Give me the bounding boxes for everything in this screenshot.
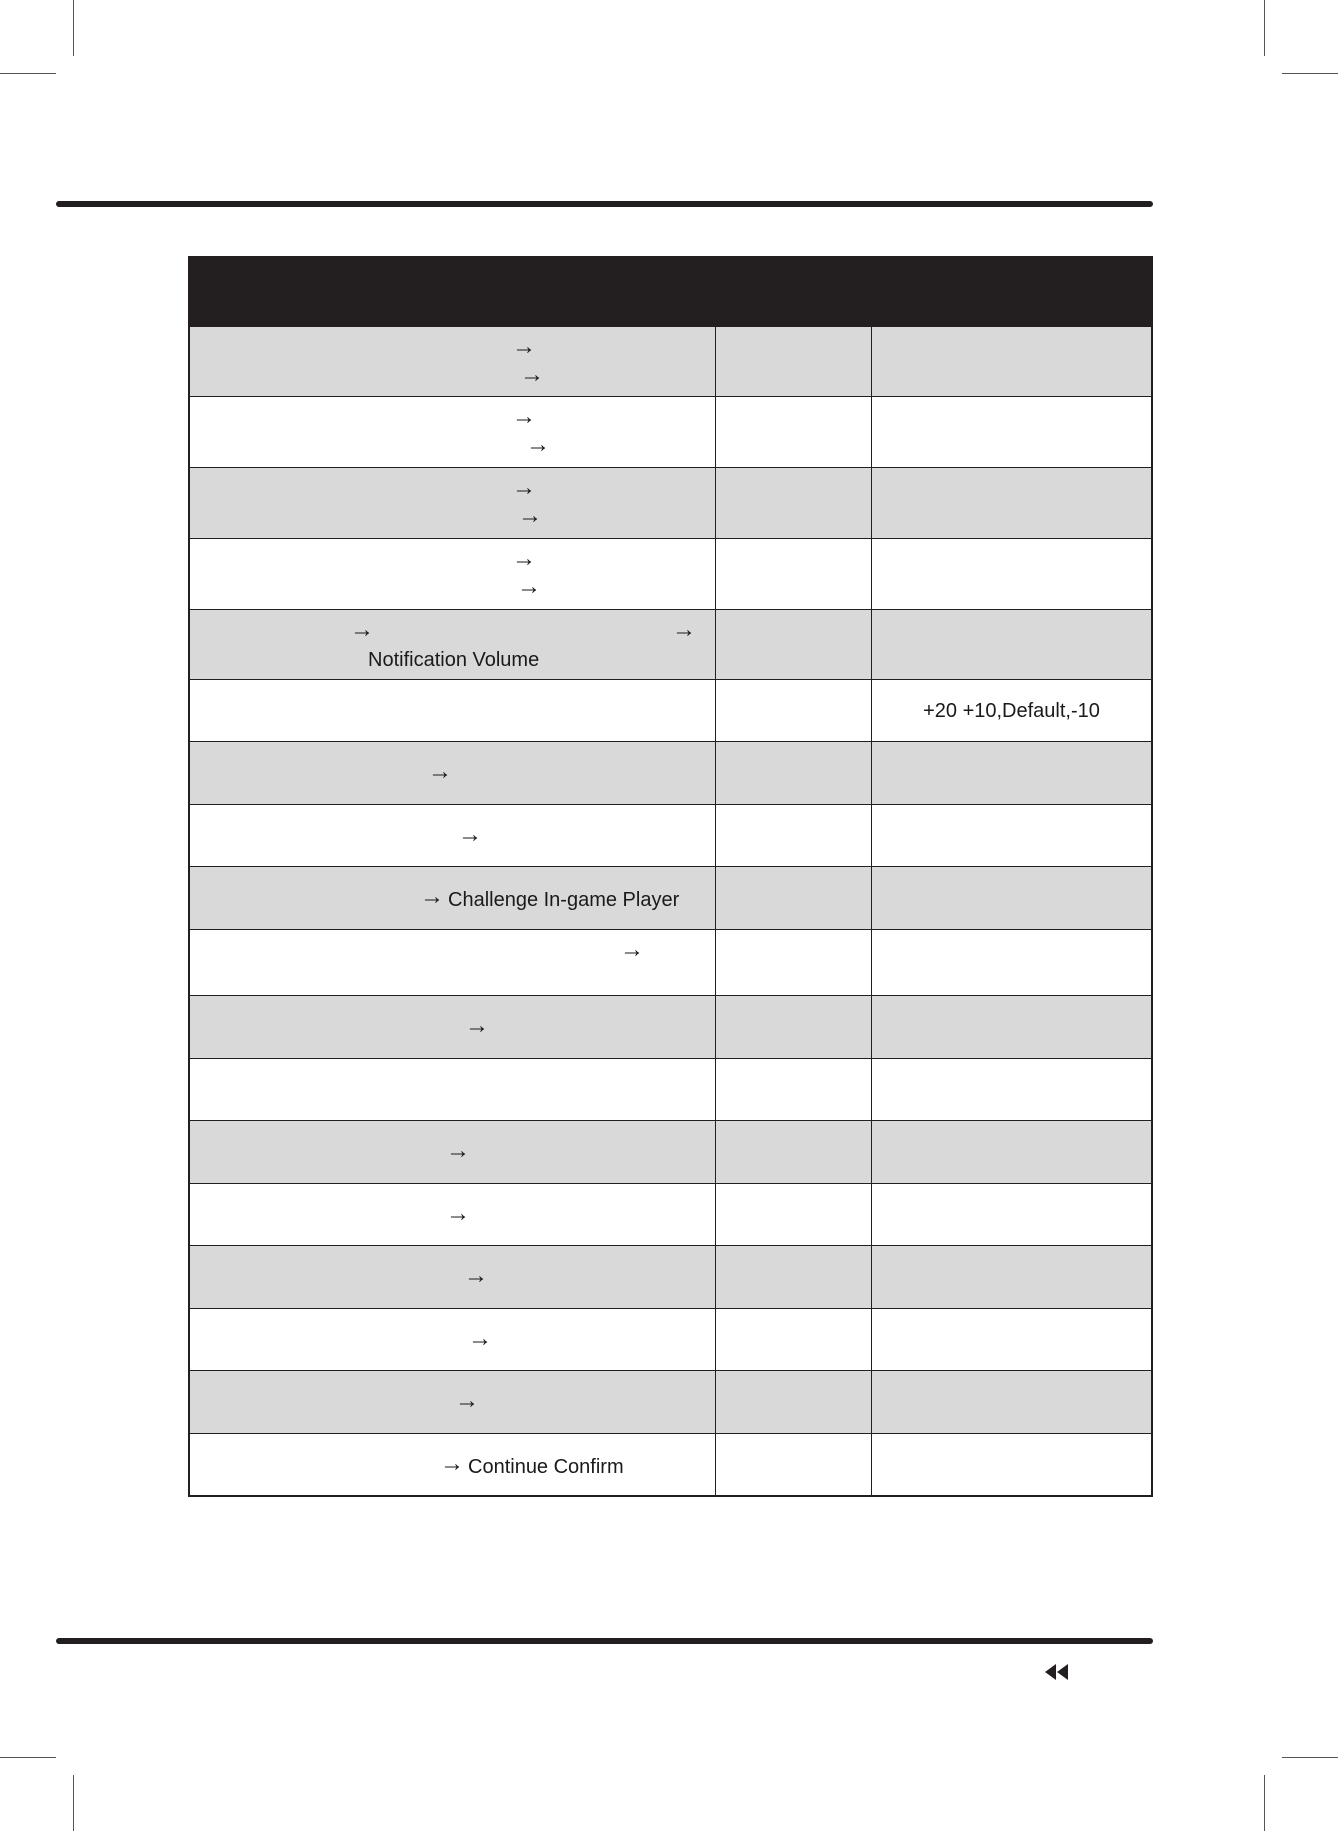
table-cell: [872, 1121, 1151, 1183]
table-cell: [190, 1434, 716, 1495]
table-cell: [872, 539, 1151, 609]
table-cell: [190, 610, 716, 679]
table-row: [190, 1308, 1151, 1370]
table-cell: [872, 397, 1151, 467]
table-cell: [190, 996, 716, 1058]
table-cell: [716, 1059, 872, 1120]
table-cell: [190, 1184, 716, 1245]
table-row: [190, 1370, 1151, 1433]
table-cell: [716, 1434, 872, 1495]
table-cell: [190, 930, 716, 995]
table-row: [190, 679, 1151, 741]
table-cell: [190, 468, 716, 538]
crop-mark: [1282, 1757, 1338, 1758]
arrow-icon: →: [512, 545, 536, 572]
arrow-icon: →: [517, 573, 541, 600]
table-cell: [716, 610, 872, 679]
table-cell: [716, 1246, 872, 1308]
arrow-icon: →: [440, 1450, 464, 1477]
table-cell: [716, 996, 872, 1058]
table-cell: [872, 680, 1151, 741]
arrow-icon: →: [672, 616, 696, 643]
table-cell: [190, 397, 716, 467]
table-cell: [872, 468, 1151, 538]
bottom-rule: [56, 1638, 1153, 1644]
table-cell: [716, 1309, 872, 1370]
arrow-icon: →: [620, 936, 644, 963]
table-row: [190, 1058, 1151, 1120]
table-cell: [872, 742, 1151, 804]
table-row: [190, 804, 1151, 866]
table-cell: [872, 930, 1151, 995]
crop-mark: [0, 73, 56, 74]
arrow-icon: →: [420, 883, 444, 910]
table-cell: [190, 539, 716, 609]
table-row: [190, 326, 1151, 396]
table-row: [190, 467, 1151, 538]
arrow-icon: →: [520, 361, 544, 388]
table-cell: [716, 867, 872, 929]
table-cell: [190, 680, 716, 741]
table-cell: [716, 1371, 872, 1433]
arrow-icon: →: [464, 1262, 488, 1289]
table-row: [190, 1245, 1151, 1308]
table-cell: [872, 1371, 1151, 1433]
table-cell: [872, 1309, 1151, 1370]
arrow-icon: →: [468, 1325, 492, 1352]
table-row: [190, 929, 1151, 995]
table-row: [190, 741, 1151, 804]
table-row: [190, 995, 1151, 1058]
table-cell: [716, 539, 872, 609]
table-row: [190, 538, 1151, 609]
table-row: [190, 1183, 1151, 1245]
arrow-icon: →: [512, 333, 536, 360]
challenge-player-label: Challenge In-game Player: [448, 889, 680, 911]
arrow-icon: →: [446, 1137, 470, 1164]
table-cell: [716, 397, 872, 467]
arrow-icon: →: [512, 474, 536, 501]
rewind-icon[interactable]: [1042, 1661, 1072, 1683]
arrow-icon: →: [512, 403, 536, 430]
arrow-icon: →: [455, 1387, 479, 1414]
table-cell: [716, 327, 872, 396]
table-cell: [190, 1246, 716, 1308]
arrow-icon: →: [465, 1012, 489, 1039]
arrow-icon: →: [428, 758, 452, 785]
table-cell: [190, 1121, 716, 1183]
table-cell: [716, 742, 872, 804]
volume-options-value: +20 +10,Default,-10: [923, 700, 1100, 722]
table-cell: [716, 680, 872, 741]
arrow-icon: →: [458, 821, 482, 848]
continue-confirm-label: Continue Confirm: [468, 1456, 624, 1478]
table-row: [190, 866, 1151, 929]
notification-volume-label: Notification Volume: [368, 649, 540, 671]
settings-table: [188, 256, 1153, 1497]
table-cell: [190, 805, 716, 866]
table-cell: [716, 930, 872, 995]
table-row: [190, 609, 1151, 679]
arrow-icon: →: [446, 1200, 470, 1227]
table-cell: [716, 805, 872, 866]
arrow-icon: →: [526, 431, 550, 458]
top-rule: [56, 201, 1153, 207]
table-cell: [872, 805, 1151, 866]
table-cell: [872, 327, 1151, 396]
table-cell: [872, 1434, 1151, 1495]
table-cell: [190, 1371, 716, 1433]
arrow-icon: →: [518, 502, 542, 529]
table-row: [190, 1120, 1151, 1183]
table-cell: [872, 1059, 1151, 1120]
crop-mark: [73, 1775, 74, 1831]
table-cell: [190, 742, 716, 804]
table-cell: [872, 996, 1151, 1058]
table-cell: [716, 468, 872, 538]
table-row: [190, 1433, 1151, 1495]
table-cell: [872, 1246, 1151, 1308]
table-cell: [716, 1121, 872, 1183]
table-cell: [190, 327, 716, 396]
crop-mark: [1264, 1775, 1265, 1831]
table-cell: [872, 1184, 1151, 1245]
crop-mark: [0, 1757, 56, 1758]
table-cell: [190, 1059, 716, 1120]
table-header: [190, 256, 1151, 326]
crop-mark: [1282, 73, 1338, 74]
arrow-icon: →: [350, 616, 374, 643]
table-cell: [872, 610, 1151, 679]
table-cell: [190, 867, 716, 929]
table-row: [190, 396, 1151, 467]
crop-mark: [1264, 0, 1265, 56]
table-cell: [872, 867, 1151, 929]
table-cell: [190, 1309, 716, 1370]
table-cell: [716, 1184, 872, 1245]
crop-mark: [73, 0, 74, 56]
